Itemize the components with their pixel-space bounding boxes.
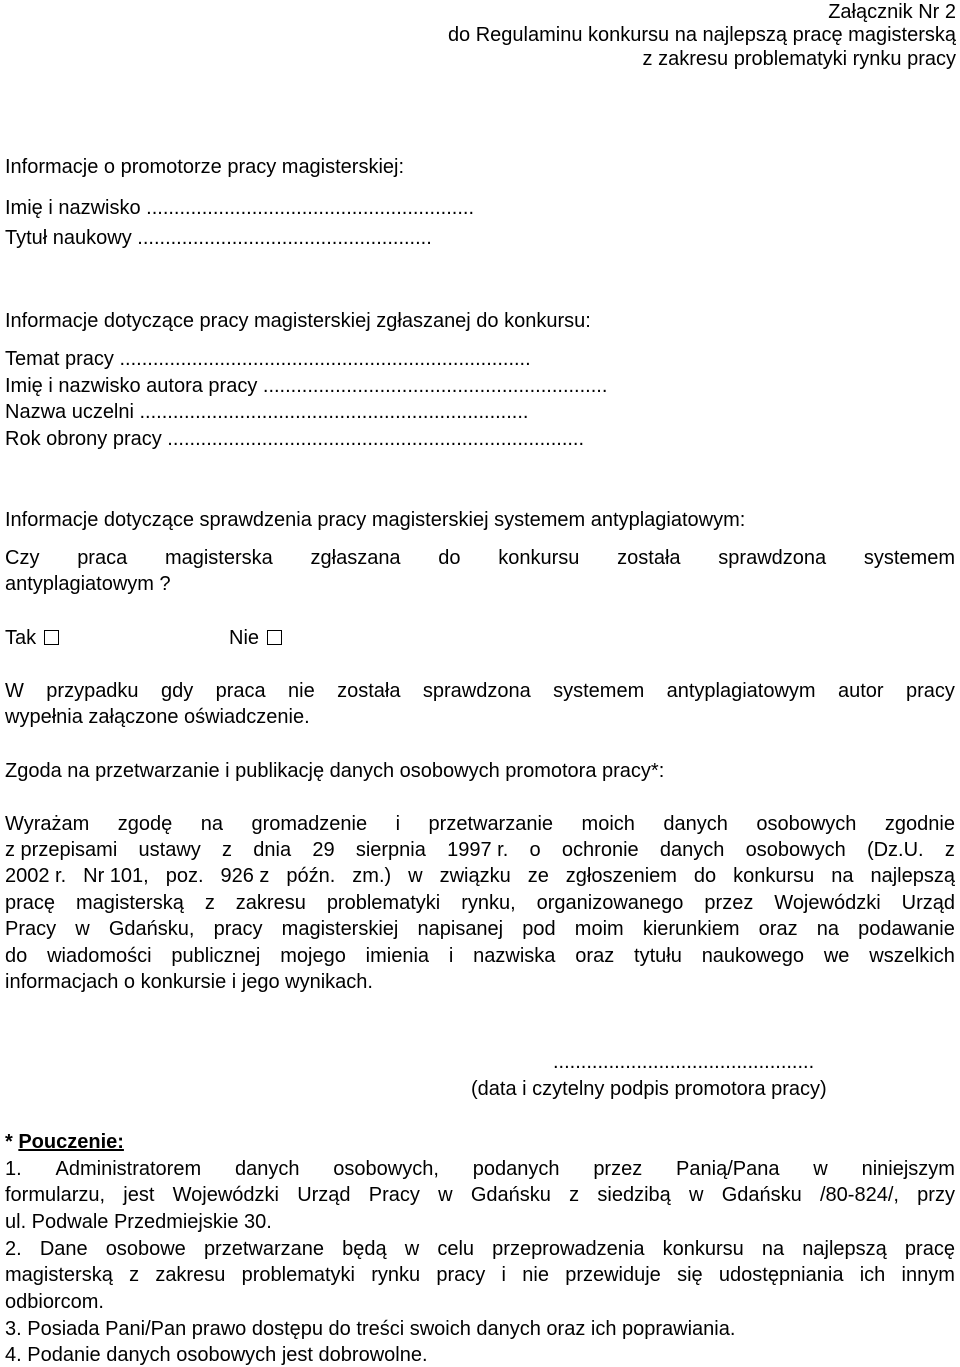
word: zakresu bbox=[235, 892, 306, 914]
word: organizowanego bbox=[536, 892, 684, 914]
word: danych bbox=[663, 813, 728, 835]
word: pracy bbox=[905, 680, 955, 702]
word: w bbox=[75, 918, 90, 940]
word: jest bbox=[123, 1184, 155, 1206]
word: pracy bbox=[436, 1264, 486, 1286]
word: sierpnia bbox=[355, 839, 426, 861]
word: przypadku bbox=[46, 680, 139, 702]
promotor-name-field[interactable]: Imię i nazwisko ........................................................... bbox=[5, 197, 474, 219]
word: wiadomości bbox=[47, 945, 152, 967]
thesis-heading: Informacje dotyczące pracy magisterskiej zgłaszanej do konkursu: bbox=[5, 310, 591, 332]
word: innym bbox=[901, 1264, 955, 1286]
word: Wojewódzki bbox=[172, 1184, 279, 1206]
thesis-university-field[interactable]: Nazwa uczelni ...................................................................... bbox=[5, 401, 529, 423]
word: w bbox=[813, 1158, 828, 1180]
consent-line-1 bbox=[5, 812, 955, 836]
word: zgodnie bbox=[884, 813, 955, 835]
word: do bbox=[693, 865, 717, 887]
word: zgodę bbox=[117, 813, 173, 835]
word: została bbox=[337, 680, 401, 702]
word: na bbox=[761, 1238, 785, 1260]
word: późn. bbox=[286, 865, 336, 887]
word: do bbox=[5, 945, 28, 967]
word: i bbox=[501, 1264, 506, 1286]
word: konkursu bbox=[498, 547, 580, 569]
word: magisterską bbox=[76, 892, 184, 914]
word: naukowego bbox=[701, 945, 804, 967]
word: osobowych bbox=[756, 813, 857, 835]
word: w bbox=[404, 1238, 420, 1260]
checkbox-yes[interactable] bbox=[44, 630, 59, 645]
word: tytułu bbox=[634, 945, 682, 967]
word: nie bbox=[522, 1264, 549, 1286]
signature-line[interactable]: ............................................... bbox=[553, 1051, 815, 1073]
word: systemem bbox=[863, 547, 955, 569]
word: pracę bbox=[5, 892, 56, 914]
word: moich bbox=[581, 813, 635, 835]
thesis-year-field[interactable]: Rok obrony pracy ........................................................................... bbox=[5, 428, 585, 450]
word: ochronie bbox=[561, 839, 639, 861]
word: formularzu, bbox=[5, 1184, 106, 1206]
word: się bbox=[677, 1264, 703, 1286]
word: Gdańsku bbox=[470, 1184, 551, 1206]
consent-line-7: informacjach o konkursie i jego wynikach. bbox=[5, 971, 373, 993]
notice-p2-line-2 bbox=[5, 1263, 955, 1287]
word: będą bbox=[342, 1238, 387, 1260]
word: pod bbox=[522, 918, 556, 940]
notice-star: * bbox=[5, 1131, 19, 1153]
word: Panią/Pana bbox=[676, 1158, 780, 1180]
word: na bbox=[831, 865, 854, 887]
word: nazwiska bbox=[473, 945, 556, 967]
word: oraz bbox=[758, 918, 798, 940]
notice-heading-label: Pouczenie: bbox=[18, 1131, 124, 1153]
word: (Dz.U. bbox=[866, 839, 924, 861]
word: praca bbox=[215, 680, 266, 702]
word: pracę bbox=[904, 1238, 955, 1260]
word: mojego bbox=[280, 945, 346, 967]
word: gdy bbox=[160, 680, 194, 702]
word: 2. bbox=[5, 1238, 22, 1260]
word: podanych bbox=[472, 1158, 560, 1180]
word: W bbox=[5, 680, 24, 702]
word: sprawdzona bbox=[718, 547, 827, 569]
word: systemem bbox=[553, 680, 645, 702]
word: 29 bbox=[312, 839, 335, 861]
word: Urząd bbox=[901, 892, 955, 914]
word: w bbox=[689, 1184, 704, 1206]
annex-subtitle-2: z zakresu problematyki rynku pracy bbox=[642, 48, 956, 70]
word: moim bbox=[574, 918, 624, 940]
word: zgłoszeniem bbox=[565, 865, 677, 887]
signature-caption: (data i czytelny podpis promotora pracy) bbox=[471, 1078, 827, 1100]
word: magisterska bbox=[164, 547, 273, 569]
thesis-author-field[interactable]: Imię i nazwisko autora pracy .............................................................. bbox=[5, 375, 608, 397]
word: Czy bbox=[5, 547, 40, 569]
notice-p2-line-3: odbiorcom. bbox=[5, 1291, 104, 1313]
word: najlepszą bbox=[802, 1238, 887, 1260]
word: Administratorem bbox=[55, 1158, 202, 1180]
annex-title: Załącznik Nr 2 bbox=[828, 1, 956, 23]
word: antyplagiatowym bbox=[666, 680, 816, 702]
word: Dane bbox=[39, 1238, 88, 1260]
notice-p1-line-3: ul. Podwale Przedmiejskie 30. bbox=[5, 1211, 272, 1233]
word: problematyki bbox=[241, 1264, 355, 1286]
word: w bbox=[408, 865, 423, 887]
promotor-heading: Informacje o promotorze pracy magisterskiej: bbox=[5, 156, 405, 178]
word: i bbox=[448, 945, 454, 967]
word: wszelkich bbox=[869, 945, 955, 967]
word: poz. bbox=[165, 865, 204, 887]
word: Nr 101, bbox=[83, 865, 149, 887]
word: Gdańsku bbox=[721, 1184, 802, 1206]
word: przetwarzane bbox=[203, 1238, 324, 1260]
word: z bbox=[129, 1264, 140, 1286]
word: ustawy bbox=[138, 839, 201, 861]
word: przeprowadzenia bbox=[492, 1238, 645, 1260]
word: danych bbox=[659, 839, 725, 861]
plagiarism-question-line bbox=[5, 546, 955, 570]
word: niniejszym bbox=[861, 1158, 955, 1180]
plagiarism-heading: Informacje dotyczące sprawdzenia pracy magisterskiej systemem antyplagiatowym: bbox=[5, 509, 746, 531]
word: zgłaszana bbox=[310, 547, 401, 569]
notice-p1-line-2 bbox=[5, 1183, 955, 1207]
word: ze bbox=[527, 865, 549, 887]
option-yes-label: Tak bbox=[5, 627, 37, 649]
word: i bbox=[395, 813, 401, 835]
promotor-title-field[interactable]: Tytuł naukowy ..................................................... bbox=[5, 227, 432, 249]
word: kierunkiem bbox=[642, 918, 740, 940]
word: z bbox=[944, 839, 955, 861]
word: Wojewódzki bbox=[774, 892, 881, 914]
word: gromadzenie bbox=[251, 813, 368, 835]
word: z bbox=[222, 839, 233, 861]
consent-line-2 bbox=[5, 838, 955, 862]
consent-line-4 bbox=[5, 891, 955, 915]
notice-p1-line-1 bbox=[5, 1157, 955, 1181]
word: dnia bbox=[253, 839, 292, 861]
word: przetwarzanie bbox=[428, 813, 554, 835]
word: przewiduje bbox=[565, 1264, 661, 1286]
thesis-topic-field[interactable]: Temat pracy .......................................................................... bbox=[5, 348, 531, 370]
word: Wyrażam bbox=[5, 813, 90, 835]
annex-subtitle-1: do Regulaminu konkursu na najlepszą pracę magisterską bbox=[447, 24, 956, 46]
word: imienia bbox=[365, 945, 430, 967]
word: problematyki bbox=[326, 892, 441, 914]
plagiarism-note-line bbox=[5, 679, 955, 703]
word: przez bbox=[704, 892, 754, 914]
word: 926 z bbox=[220, 865, 270, 887]
word: związku bbox=[439, 865, 511, 887]
word: ich bbox=[859, 1264, 886, 1286]
word: podawanie bbox=[858, 918, 955, 940]
word: siedzibą bbox=[597, 1184, 671, 1206]
notice-p3: 3. Posiada Pani/Pan prawo dostępu do treści swoich danych oraz ich poprawiania. bbox=[5, 1318, 736, 1340]
word: we bbox=[823, 945, 850, 967]
word: z bbox=[204, 892, 215, 914]
word: pracy bbox=[213, 918, 263, 940]
consent-line-3 bbox=[5, 864, 955, 888]
notice-p2-line-1 bbox=[5, 1237, 955, 1261]
word: Urząd bbox=[297, 1184, 351, 1206]
word: zakresu bbox=[155, 1264, 226, 1286]
word: osobowych, bbox=[333, 1158, 439, 1180]
word: została bbox=[617, 547, 681, 569]
option-yes[interactable] bbox=[5, 626, 59, 650]
notice-p4: 4. Podanie danych osobowych jest dobrowolne. bbox=[5, 1344, 428, 1366]
word: przy bbox=[917, 1184, 955, 1206]
option-no[interactable] bbox=[229, 626, 282, 650]
option-no-label: Nie bbox=[229, 627, 260, 649]
word: magisterską bbox=[5, 1264, 113, 1286]
word: Gdańsku, bbox=[108, 918, 195, 940]
word: celu bbox=[437, 1238, 475, 1260]
plagiarism-question-end: antyplagiatowym ? bbox=[5, 573, 171, 595]
word: oraz bbox=[575, 945, 615, 967]
word: napisanej bbox=[417, 918, 504, 940]
word: na bbox=[816, 918, 839, 940]
word: Pracy bbox=[368, 1184, 420, 1206]
word: 2002 r. bbox=[5, 865, 67, 887]
word: rynku bbox=[371, 1264, 421, 1286]
word: Pracy bbox=[5, 918, 57, 940]
word: sprawdzona bbox=[422, 680, 531, 702]
word: konkursu bbox=[733, 865, 815, 887]
plagiarism-note-end: wypełnia załączone oświadczenie. bbox=[5, 706, 310, 728]
word: o bbox=[529, 839, 541, 861]
word: konkursu bbox=[662, 1238, 744, 1260]
word: osobowe bbox=[105, 1238, 186, 1260]
consent-heading: Zgoda na przetwarzanie i publikację danych osobowych promotora pracy*: bbox=[5, 760, 665, 782]
checkbox-no[interactable] bbox=[267, 630, 282, 645]
notice-heading bbox=[5, 1130, 124, 1154]
word: na bbox=[200, 813, 223, 835]
word: 1997 r. bbox=[447, 839, 509, 861]
word: nie bbox=[288, 680, 315, 702]
word: 1. bbox=[5, 1158, 22, 1180]
word: do bbox=[438, 547, 461, 569]
word: z przepisami bbox=[5, 839, 118, 861]
word: praca bbox=[77, 547, 128, 569]
word: magisterskiej bbox=[281, 918, 399, 940]
word: zm.) bbox=[352, 865, 392, 887]
word: publicznej bbox=[171, 945, 261, 967]
word: z bbox=[569, 1184, 580, 1206]
consent-line-6 bbox=[5, 944, 955, 968]
word: autor bbox=[837, 680, 884, 702]
word: osobowych bbox=[745, 839, 846, 861]
consent-line-5 bbox=[5, 917, 955, 941]
word: /80-824/, bbox=[819, 1184, 899, 1206]
word: udostępniania bbox=[718, 1264, 844, 1286]
word: najlepszą bbox=[870, 865, 955, 887]
word: rynku, bbox=[461, 892, 516, 914]
word: przez bbox=[593, 1158, 643, 1180]
word: w bbox=[438, 1184, 453, 1206]
word: danych bbox=[234, 1158, 300, 1180]
